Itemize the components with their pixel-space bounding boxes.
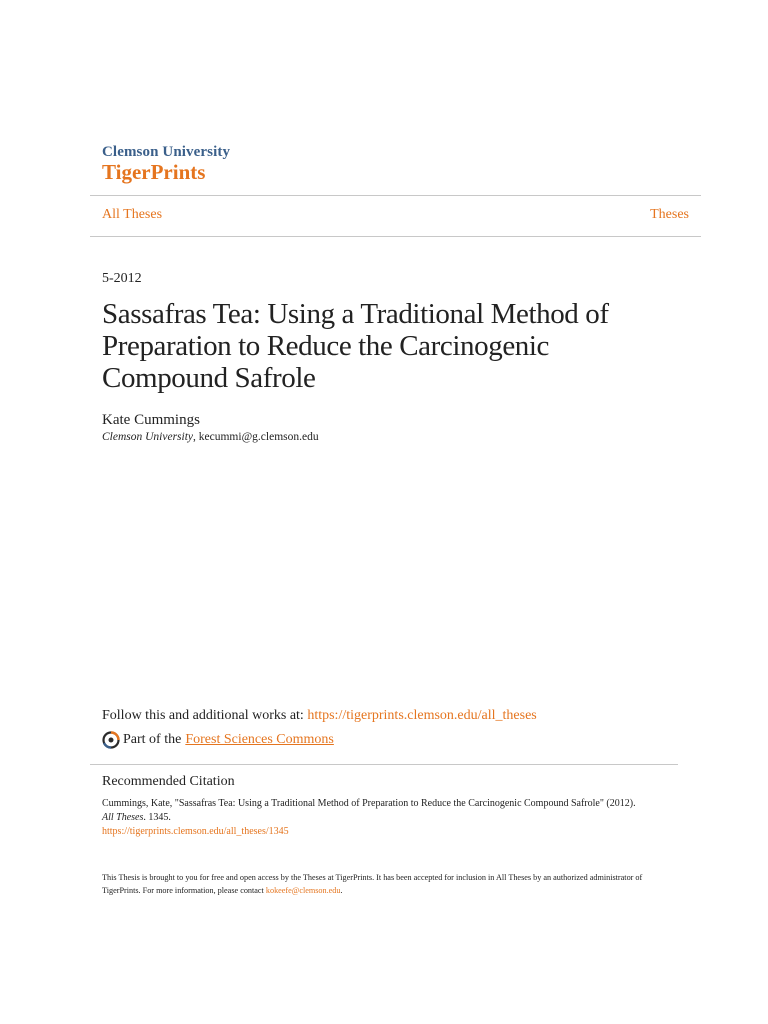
part-of-label: Part of the xyxy=(123,732,182,747)
citation-url-link[interactable]: https://tigerprints.clemson.edu/all_theses/1345 xyxy=(102,826,289,837)
citation-series: All Theses xyxy=(102,812,144,823)
author-email: , kecummi@g.clemson.edu xyxy=(193,431,319,443)
citation-text: Cummings, Kate, "Sassafras Tea: Using a Traditional Method of Preparation to Reduce the Carcinogenic Compound Safrole" (2012). xyxy=(102,798,636,809)
contact-email-link[interactable]: kokeefe@clemson.edu xyxy=(265,886,341,895)
document-title: Sassafras Tea: Using a Traditional Method of Preparation to Reduce the Carcinogenic Compound Safrole xyxy=(102,298,609,394)
author-affiliation xyxy=(102,431,319,443)
institution-name: Clemson University xyxy=(102,144,231,160)
commons-network-icon xyxy=(102,731,120,749)
citation-block xyxy=(102,797,702,839)
footer-text: This Thesis is brought to you for free and open access by the Theses at TigerPrints. It has been accepted for inclusion in All Theses by an authorized administrator of TigerPrints. For more information, please contact xyxy=(102,873,643,895)
citation-series-line xyxy=(102,811,702,825)
forest-sciences-commons-link[interactable]: Forest Sciences Commons xyxy=(185,732,334,747)
divider-citation xyxy=(90,764,678,765)
theses-link[interactable]: Theses xyxy=(650,207,689,222)
citation-number: . 1345. xyxy=(143,812,171,823)
follow-line xyxy=(102,708,537,724)
follow-label: Follow this and additional works at: xyxy=(102,708,308,723)
divider-nav xyxy=(90,236,701,237)
affiliation-name: Clemson University xyxy=(102,431,194,443)
citation-heading: Recommended Citation xyxy=(102,774,235,789)
footer-end: . xyxy=(340,886,343,895)
divider-top xyxy=(90,195,701,196)
part-of-line xyxy=(102,731,334,749)
all-theses-link[interactable]: All Theses xyxy=(102,207,163,222)
footer-notice xyxy=(102,871,662,897)
repository-name[interactable]: TigerPrints xyxy=(102,160,206,184)
publication-date: 5-2012 xyxy=(102,271,142,286)
author-name: Kate Cummings xyxy=(102,412,200,428)
all-theses-url-link[interactable]: https://tigerprints.clemson.edu/all_theses xyxy=(307,708,537,723)
